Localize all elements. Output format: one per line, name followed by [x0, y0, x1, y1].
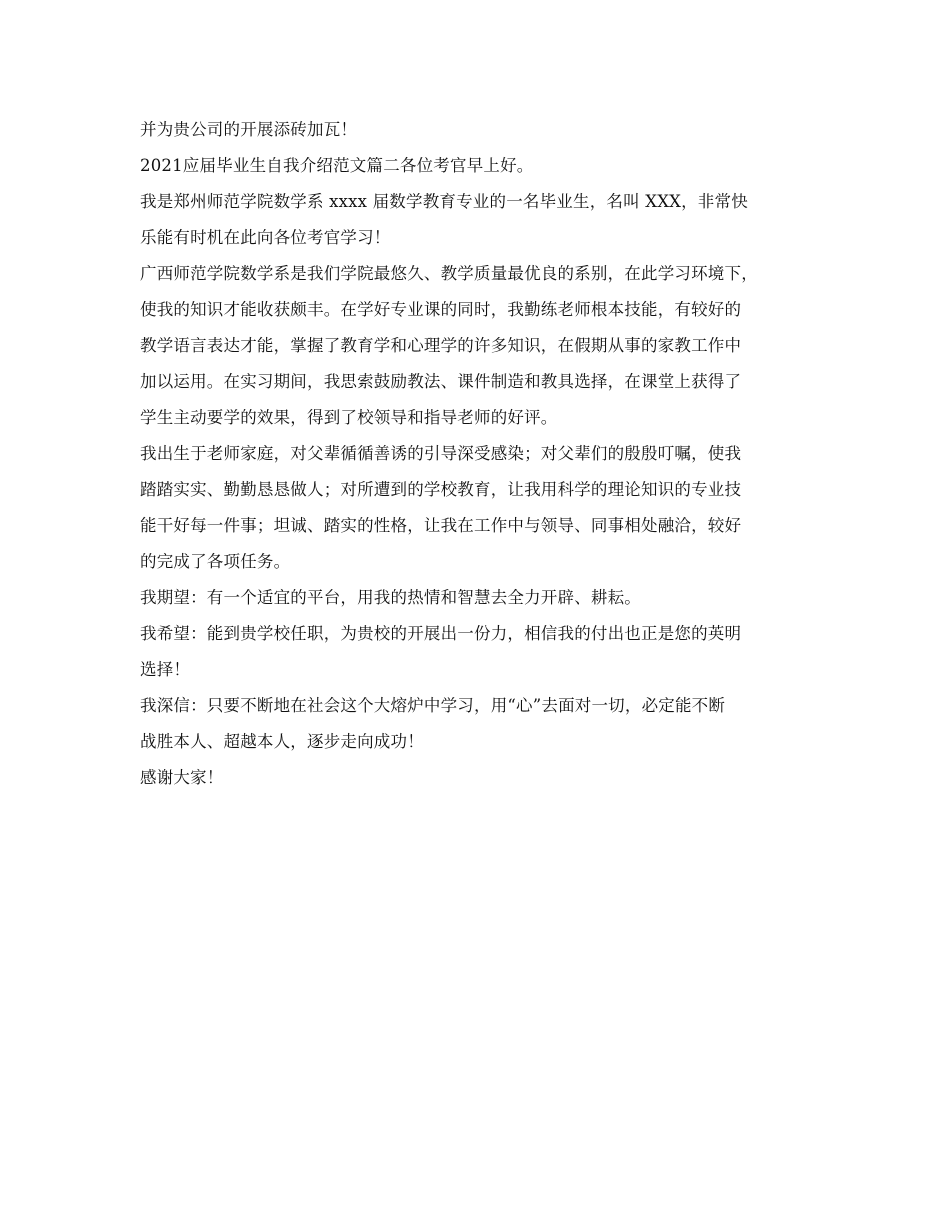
text-line: 能干好每一件事；坦诚、踏实的性格，让我在工作中与领导、同事相处融洽，较好: [140, 516, 742, 535]
text-line: 感谢大家！: [140, 768, 224, 787]
text-line: 教学语言表达才能，掌握了教育学和心理学的许多知识，在假期从事的家教工作中: [140, 336, 742, 355]
text-line: 我是郑州师范学院数学系 xxxx 届数学教育专业的一名毕业生，名叫 XXX，非常快: [140, 192, 748, 211]
text-line: 我深信：只要不断地在社会这个大熔炉中学习，用“心”去面对一切，必定能不断: [140, 696, 726, 715]
text-line: 使我的知识才能收获颇丰。在学好专业课的同时，我勤练老师根本技能，有较好的: [140, 300, 742, 319]
text-line: 2021应届毕业生自我介绍范文篇二各位考官早上好。: [140, 156, 534, 175]
text-line: 我期望：有一个适宜的平台，用我的热情和智慧去全力开辟、耕耘。: [140, 588, 641, 607]
text-line: 我出生于老师家庭，对父辈循循善诱的引导深受感染；对父辈们的殷殷叮嘱，使我: [140, 444, 742, 463]
text-line: 的完成了各项任务。: [140, 552, 291, 571]
document-body: [140, 112, 830, 796]
text-line: 学生主动要学的效果，得到了校领导和指导老师的好评。: [140, 408, 558, 427]
text-line: 并为贵公司的开展添砖加瓦！: [140, 120, 358, 139]
text-line: 广西师范学院数学系是我们学院最悠久、教学质量最优良的系别，在此学习环境下，: [140, 264, 758, 283]
text-line: 加以运用。在实习期间，我思索鼓励教法、课件制造和教具选择，在课堂上获得了: [140, 372, 742, 391]
text-line: 选择！: [140, 660, 191, 679]
text-line: 我希望：能到贵学校任职，为贵校的开展出一份力，相信我的付出也正是您的英明: [140, 624, 742, 643]
text-line: 战胜本人、超越本人，逐步走向成功！: [140, 732, 424, 751]
text-line: 踏踏实实、勤勤恳恳做人；对所遭到的学校教育，让我用科学的理论知识的专业技: [140, 480, 742, 499]
text-line: 乐能有时机在此向各位考官学习！: [140, 228, 391, 247]
